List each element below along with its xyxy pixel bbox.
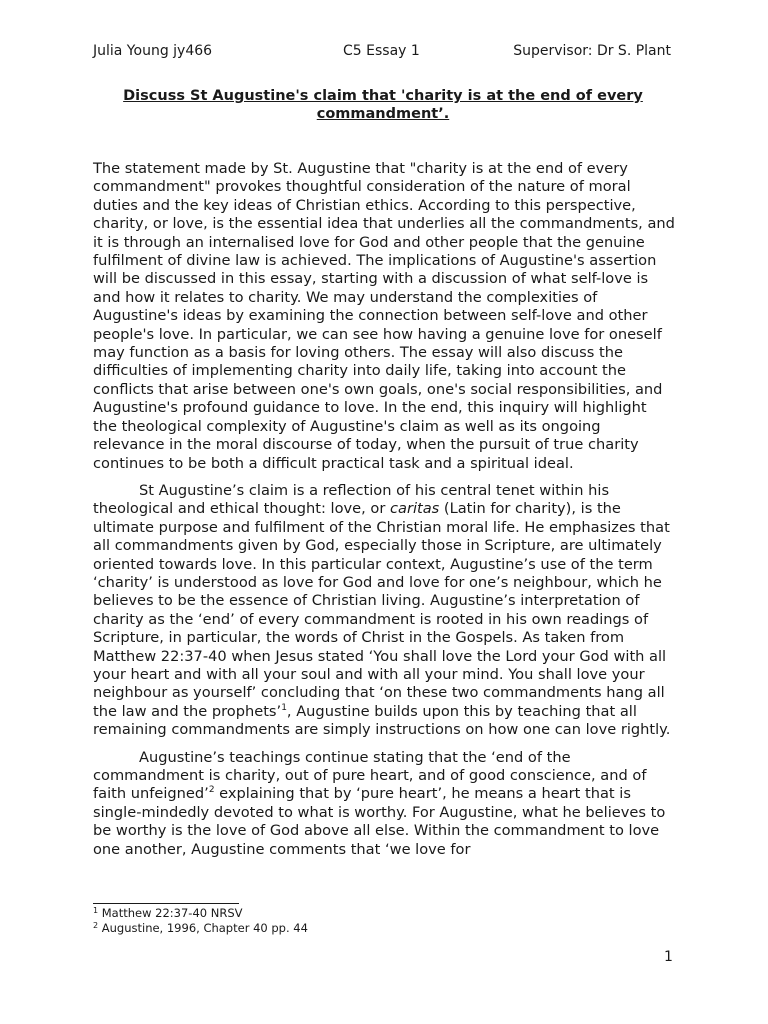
paragraph-2-text-a: St Augustine’s claim is a reflection of his central tenet within his theological and ethical thought: love, or [93, 481, 610, 518]
paragraph-2-text-b: (Latin for charity), is the ultimate purpose and fulfilment of the Christian moral life. He emphasizes that all commandments given by God, especially those in Scripture, are ultimately oriented towards love. In this particular context, Augustine’s use of the term ‘charity’ is understood as love for God and love for one’s neighbour, which he believes to be the essence of Christian living. Augustine’s interpretation of charity as the ‘end’ of every commandment is rooted in his own readings of Scripture, in particular, the words of Christ in the Gospels. As taken from Matthew 22:37-40 when Jesus stated ‘You shall love the Lord your God with all your heart and with all your soul and with all your mind. You shall love your neighbour as yourself’ concluding that ‘on these two commandments hang all the law and the prophets’ [93, 500, 670, 720]
footnote-2 [93, 921, 673, 936]
paragraph-3-text-a: Augustine’s teachings continue stating that the ‘end of the commandment is charity, out of pure heart, and of good conscience, and of faith unfeigned’ [93, 748, 647, 803]
footnote-divider [93, 903, 239, 904]
footnotes [93, 906, 673, 936]
essay-body [93, 160, 675, 868]
footnote-2-text: Augustine, 1996, Chapter 40 pp. 44 [98, 921, 308, 935]
essay-title: Discuss St Augustine's claim that 'charity is at the end of every commandment’. [123, 88, 643, 122]
footnote-1 [93, 906, 673, 921]
paragraph-2-italic-term: caritas [389, 500, 440, 518]
footnote-ref-1: 1 [281, 702, 287, 713]
footnote-1-number: 1 [93, 906, 99, 915]
footnote-1-text: Matthew 22:37-40 NRSV [98, 906, 243, 920]
paragraph-3 [93, 749, 675, 859]
paragraph-1: The statement made by St. Augustine that "charity is at the end of every commandment" provokes thoughtful consideration of the nature of moral duties and the key ideas of Christian ethics. According to this perspective, charity, or love, is the essential idea that underlies all the commandments, and it is through an internalised love for God and other people that the genuine fulfilment of divine law is achieved. The implications of Augustine's assertion will be discussed in this essay, starting with a discussion of what self-love is and how it relates to charity. We may understand the complexities of Augustine's ideas by examining the connection between self-love and other people's love. In particular, we can see how having a genuine love for oneself may function as a basis for loving others. The essay will also discuss the difficulties of implementing charity into daily life, taking into account the conflicts that arise between one's own goals, one's social responsibilities, and Augustine's profound guidance to love. In the end, this inquiry will highlight the theological complexity of Augustine's claim as well as its ongoing relevance in the moral discourse of today, when the pursuit of true charity continues to be both a difficult practical task and a spiritual ideal. [93, 160, 675, 472]
paragraph-3-text-b: explaining that by ‘pure heart’, he means a heart that is single-mindedly devoted to what is worthy. For Augustine, what he believes to be worthy is the love of God above all else. Within the commandment to love one another, Augustine comments that ‘we love for [93, 785, 666, 858]
paragraph-2-text-c: , Augustine builds upon this by teaching that all remaining commandments are simply instructions on how one can love rightly. [93, 702, 671, 739]
header-supervisor: Supervisor: Dr S. Plant [513, 43, 671, 59]
page-number: 1 [664, 949, 673, 965]
page-header [93, 41, 671, 61]
header-author: Julia Young jy466 [93, 43, 213, 59]
paragraph-2 [93, 482, 675, 740]
footnote-ref-2: 2 [208, 785, 215, 796]
footnote-2-number: 2 [93, 921, 99, 930]
header-course: C5 Essay 1 [343, 43, 420, 59]
